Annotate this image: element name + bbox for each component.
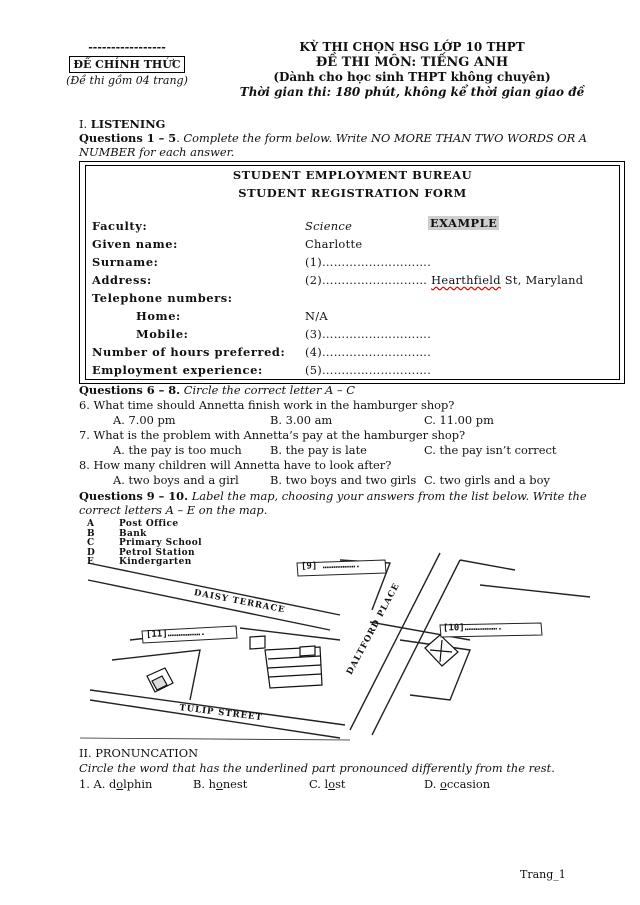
underlined-letter: o bbox=[215, 777, 223, 791]
option-c[interactable]: C. two girls and a boy bbox=[424, 473, 550, 487]
underlined-letter: o bbox=[439, 777, 447, 791]
pron-option-c[interactable] bbox=[309, 777, 346, 791]
form-label: Surname: bbox=[92, 255, 159, 269]
question-number: 1. A. bbox=[79, 777, 109, 791]
form-value: Charlotte bbox=[305, 237, 363, 251]
form-title-2: STUDENT REGISTRATION FORM bbox=[238, 186, 467, 200]
underlined-letter: o bbox=[116, 777, 124, 791]
form-title-1: STUDENT EMPLOYMENT BUREAU bbox=[232, 168, 473, 182]
option-a[interactable]: A. 7.00 pm bbox=[113, 413, 176, 427]
section-number: I. bbox=[79, 117, 91, 131]
exam-title: KỲ THI CHỌN HSG LỚP 10 THPT bbox=[299, 40, 525, 54]
form-label: Number of hours preferred: bbox=[92, 345, 286, 359]
option-a[interactable]: A. two boys and a girl bbox=[113, 473, 239, 487]
section-title: LISTENING bbox=[90, 117, 166, 131]
header-dashes: ----------------- bbox=[88, 41, 166, 54]
option-b[interactable]: B. 3.00 am bbox=[270, 413, 333, 427]
address-street-name: Hearthfield bbox=[431, 273, 501, 287]
map-label-9[interactable] bbox=[301, 560, 361, 572]
legend-key: A bbox=[87, 519, 95, 529]
pron-option-b[interactable] bbox=[193, 777, 247, 791]
street-label-daisy: DAISY TERRACE bbox=[193, 588, 287, 616]
option-c[interactable]: C. the pay isn’t correct bbox=[424, 443, 557, 457]
word-part: st bbox=[335, 777, 346, 791]
audience: (Dành cho học sinh THPT không chuyên) bbox=[273, 70, 551, 84]
pron-option-d[interactable] bbox=[424, 777, 490, 791]
q1-instruction-b: NUMBER for each answer. bbox=[79, 145, 235, 159]
option-b[interactable]: B. the pay is late bbox=[270, 443, 367, 457]
form-value: N/A bbox=[305, 309, 328, 323]
legend-key: E bbox=[87, 557, 95, 567]
label-10-number: [10] bbox=[442, 623, 465, 634]
underlined-letter: o bbox=[328, 777, 336, 791]
legend-key: D bbox=[87, 547, 96, 558]
word-part: B. h bbox=[193, 777, 216, 791]
answer-blank-4: (4)………………………. bbox=[305, 345, 432, 359]
q1-instruction-a: . Complete the form below. Write NO MORE THAN TWO WORDS OR A bbox=[176, 131, 588, 145]
legend-name: Post Office bbox=[119, 519, 179, 529]
word-part: nest bbox=[222, 777, 248, 791]
answer-blank-2: (2)……………………… bbox=[305, 273, 432, 287]
instruction-text: Circle the word that has the underlined part pronounced differently from the rest bbox=[79, 761, 552, 775]
form-value: Science bbox=[305, 219, 353, 233]
q1-label: Questions 1 – 5 bbox=[79, 131, 177, 145]
word-part: d bbox=[108, 777, 117, 791]
street-label-tulip: TULIP STREET bbox=[178, 703, 264, 724]
page-number: Trang_1 bbox=[520, 868, 566, 881]
option-c[interactable]: C. 11.00 pm bbox=[424, 413, 494, 427]
legend-name: Kindergarten bbox=[119, 557, 192, 567]
option-a[interactable]: A. the pay is too much bbox=[113, 443, 242, 457]
answer-blank-5: (5)………………………. bbox=[305, 363, 432, 377]
form-label: Faculty: bbox=[92, 219, 148, 233]
answer-blank-1: (1)………………………. bbox=[305, 255, 432, 269]
question-8: 8. How many children will Annetta have to look after? bbox=[79, 458, 392, 472]
pronunciation-instruction bbox=[79, 761, 555, 775]
label-9-number: [9] bbox=[300, 561, 318, 572]
option-b[interactable]: B. two boys and two girls bbox=[270, 473, 417, 487]
q6-text: Circle the correct letter A – C bbox=[180, 383, 355, 397]
question-6: 6. What time should Annetta finish work in the hamburger shop? bbox=[79, 398, 455, 412]
q9-text-a: Label the map, choosing your answers from the list below. Write the bbox=[188, 489, 587, 503]
answer-blank-3: (3)………………………. bbox=[305, 327, 432, 341]
form-label: Telephone numbers: bbox=[92, 291, 233, 305]
page-count: (Đề thi gồm 04 trang) bbox=[66, 74, 188, 87]
label-11-number: [11] bbox=[145, 629, 168, 641]
legend-name: Bank bbox=[119, 528, 147, 539]
street-label-daltford: DALTFORD PLACE bbox=[345, 581, 403, 677]
q6-label: Questions 6 – 8. bbox=[79, 383, 181, 397]
word-part: C. l bbox=[309, 777, 329, 791]
legend-name: Petrol Station bbox=[119, 547, 195, 558]
legend-name: Primary School bbox=[119, 538, 202, 548]
form-label: Given name: bbox=[92, 237, 178, 251]
official-badge: ĐỀ CHÍNH THỨC bbox=[69, 56, 184, 73]
label-9-blank: ………………. bbox=[322, 560, 361, 572]
label-10-blank: ………………. bbox=[464, 622, 503, 634]
instruction-end: . bbox=[551, 761, 555, 775]
word-part: D. bbox=[424, 777, 440, 791]
form-label: Address: bbox=[92, 273, 152, 287]
label-11-blank: ………………. bbox=[167, 627, 206, 640]
form-label: Mobile: bbox=[136, 327, 189, 341]
subject-title: ĐỀ THI MÔN: TIẾNG ANH bbox=[315, 55, 509, 70]
map-label-10[interactable] bbox=[443, 622, 503, 633]
pron-option-a[interactable] bbox=[79, 777, 152, 791]
form-label: Employment experience: bbox=[92, 363, 263, 377]
q9-text-b: correct letters A – E on the map. bbox=[79, 503, 268, 517]
word-part: ccasion bbox=[446, 777, 491, 791]
example-label: EXAMPLE bbox=[430, 216, 498, 230]
time-limit: Thời gian thi: 180 phút, không kể thời gian giao đề bbox=[239, 85, 585, 99]
form-label: Home: bbox=[136, 309, 181, 323]
section-pronunciation-title: II. PRONUNCATION bbox=[79, 746, 199, 760]
legend-key: C bbox=[87, 538, 95, 548]
question-7: 7. What is the problem with Annetta’s pay at the hamburger shop? bbox=[79, 428, 466, 442]
address-rest: St, Maryland bbox=[500, 273, 584, 287]
legend-key: B bbox=[87, 528, 96, 539]
map-label-11[interactable] bbox=[146, 628, 206, 640]
word-part: lphin bbox=[123, 777, 153, 791]
q9-label: Questions 9 – 10. bbox=[79, 489, 189, 503]
